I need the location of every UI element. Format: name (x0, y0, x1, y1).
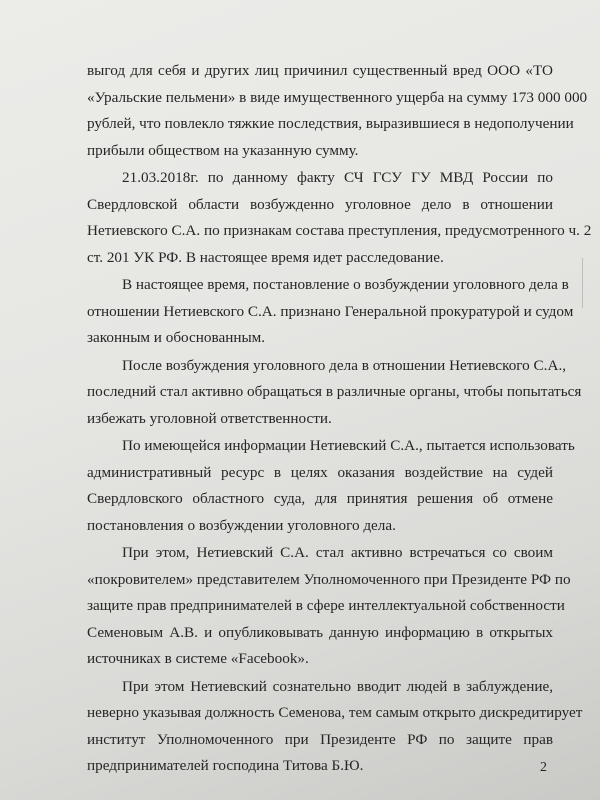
text-line: «Уральские пельмени» в виде имущественного ущерба на сумму 173 000 000 (87, 88, 588, 106)
text-line: избежать уголовной ответственности. (87, 409, 332, 427)
paper-fold-shadow (582, 258, 583, 308)
text-line: выгод для себя и других лиц причинил существенный вред ООО «ТО (87, 62, 553, 79)
text-line: источниках в системе «Facebook». (87, 650, 309, 667)
text-line: рублей, что повлекло тяжкие последствия, выразившиеся в недополучении (87, 115, 574, 132)
text-line: последний стал активно обращаться в различные органы, чтобы попытаться (87, 383, 582, 400)
text-line: Свердловского областного суда, для принятия решения об отмене (87, 490, 553, 507)
page-number: 2 (540, 760, 547, 775)
text-line: административный ресурс в целях оказания воздействие на судей (87, 463, 553, 481)
paragraph (87, 275, 574, 355)
text-line: «покровителем» представителем Уполномоченного при Президенте РФ по (87, 570, 571, 588)
text-line: При этом, Нетиевский С.А. стал активно встречаться со своим (122, 544, 553, 561)
text-line: Свердловской области возбужденно уголовное дело в отношении (87, 195, 553, 213)
text-line: прибыли обществом на указанную сумму. (87, 141, 359, 159)
paragraph (87, 677, 583, 783)
text-line: В настоящее время, постановление о возбуждении уголовного дела в (122, 276, 569, 293)
text-line: Нетиевского С.А. по признакам состава преступления, предусмотренного ч. 2 (87, 222, 592, 239)
paragraph (87, 61, 588, 167)
text-line: При этом Нетиевский сознательно вводит людей в заблуждение, (122, 677, 553, 695)
text-line: По имеющейся информации Нетиевский С.А., пытается использовать (122, 437, 575, 454)
text-line: ст. 201 УК РФ. В настоящее время идет расследование. (87, 248, 444, 266)
text-line: Семеновым А.В. и опубликовывать данную информацию в открытых (87, 623, 553, 641)
paragraph (87, 168, 592, 274)
text-line: защите прав предпринимателей в сфере интеллектуальной собственности (87, 597, 565, 614)
paragraph (87, 436, 575, 542)
text-line: отношении Нетиевского С.А. признано Генеральной прокуратурой и судом (87, 302, 574, 320)
document-body (87, 61, 592, 784)
paragraph (87, 356, 582, 436)
text-line: неверно указывая должность Семенова, тем самым открыто дискредитирует (87, 704, 583, 721)
text-line: институт Уполномоченного при Президенте РФ по защите прав (87, 730, 553, 748)
text-line: законным и обоснованным. (87, 329, 266, 346)
text-line: После возбуждения уголовного дела в отношении Нетиевского С.А., (122, 356, 567, 374)
text-line: постановления о возбуждении уголовного дела. (87, 516, 396, 534)
text-line: предпринимателей господина Титова Б.Ю. (87, 757, 364, 774)
paragraph (87, 543, 571, 676)
text-line: 21.03.2018г. по данному факту СЧ ГСУ ГУ МВД России по (122, 169, 553, 186)
